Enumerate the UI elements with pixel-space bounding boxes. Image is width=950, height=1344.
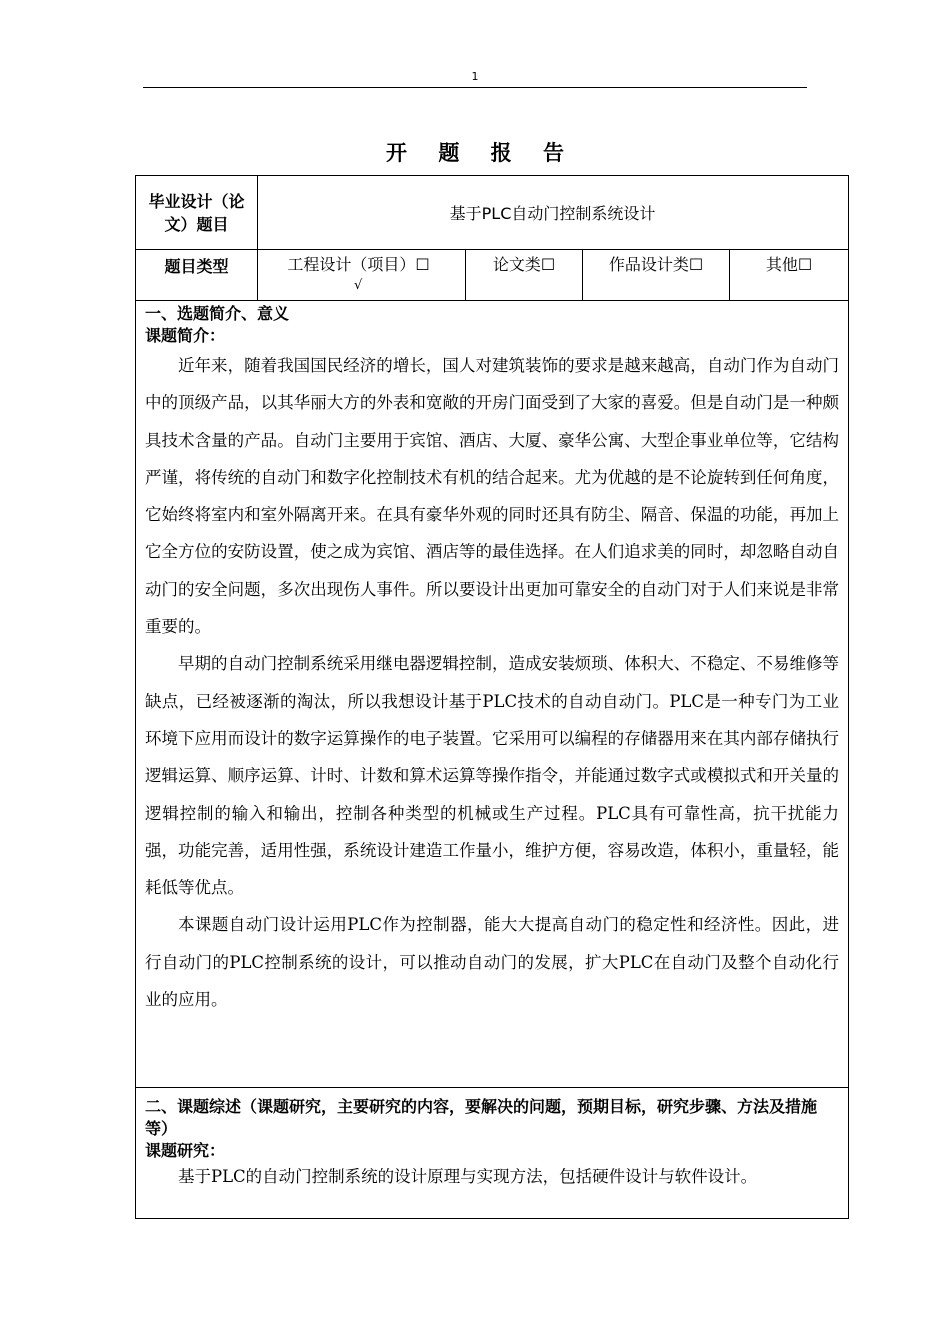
topic-value: 基于PLC自动门控制系统设计 [449,204,656,223]
type-option-engineering[interactable]: 工程设计（项目）☐ [287,255,430,274]
topic-label: 毕业设计（论文）题目 [148,191,245,234]
paragraph: 近年来，随着我国国民经济的增长，国人对建筑装饰的要求是越来越高，自动门作为自动门中的顶级产品，以其华丽大方的外表和宽敞的开房门面受到了大家的喜爱。但是自动门是一种颇具技术含量的产品。自动门主要用于宾馆、酒店、大厦、豪华公寓、大型企事业单位等，它结构严谨，将传统的自动门和数字化控制技术有机的结合起来。尤为优越的是不论旋转到任何角度，它始终将室内和室外隔离开来。在具有豪华外观的同时还具有防尘、隔音、保温的功能，再加上它全方位的安防设置，使之成为宾馆、酒店等的最佳选择。在人们追求美的同时，却忽略自动自动门的安全问题，多次出现伤人事件。所以要设计出更加可靠安全的自动门对于人们来说是非常重要的。 [145,356,839,637]
type-row [135,249,849,301]
section-overview [135,1087,849,1219]
type-label: 题目类型 [164,257,229,276]
type-option-thesis[interactable]: 论文类☐ [492,255,556,274]
section-1-subheading: 课题简介： [145,326,226,345]
paragraph: 基于PLC的自动门控制系统的设计原理与实现方法，包括硬件设计与软件设计。 [178,1167,758,1186]
header-rule [143,87,807,88]
section-2-subheading: 课题研究： [145,1141,226,1160]
paragraph: 本课题自动门设计运用PLC作为控制器，能大大提高自动门的稳定性和经济性。因此，进行自动门的PLC控制系统的设计，可以推动自动门的发展，扩大PLC在自动门及整个自动化行业的应用。 [145,915,839,1010]
topic-label-cell [136,176,257,249]
type-option-work-design[interactable]: 作品设计类☐ [608,255,704,274]
topic-value-cell [257,176,848,249]
column-divider [257,250,258,300]
section-intro [135,300,849,1088]
document-title: 开 题 报 告 [386,141,576,165]
section-2-heading: 二、课题综述（课题研究，主要研究的内容，要解决的问题，预期目标，研究步骤、方法及措施等） [145,1097,818,1138]
check-mark: √ [354,278,363,293]
paragraph: 早期的自动门控制系统采用继电器逻辑控制，造成安装烦琐、体积大、不稳定、不易维修等缺点，已经被逐渐的淘汰，所以我想设计基于PLC技术的自动自动门。PLC是一种专门为工业环境下应用而设计的数字运算操作的电子装置。它采用可以编程的存储器用来在其内部存储执行逻辑运算、顺序运算、计时、计数和算术运算等操作指令，并能通过数字式或模拟式和开关量的逻辑控制的输入和输出，控制各种类型的机械或生产过程。PLC具有可靠性高，抗干扰能力强，功能完善，适用性强，系统设计建造工作量小，维护方便，容易改造，体积小，重量轻，能耗低等优点。 [145,654,839,898]
section-1-heading: 一、选题简介、意义 [145,304,290,323]
page-number: 1 [471,70,479,83]
topic-row [135,175,849,250]
type-option-other[interactable]: 其他☐ [765,255,813,274]
